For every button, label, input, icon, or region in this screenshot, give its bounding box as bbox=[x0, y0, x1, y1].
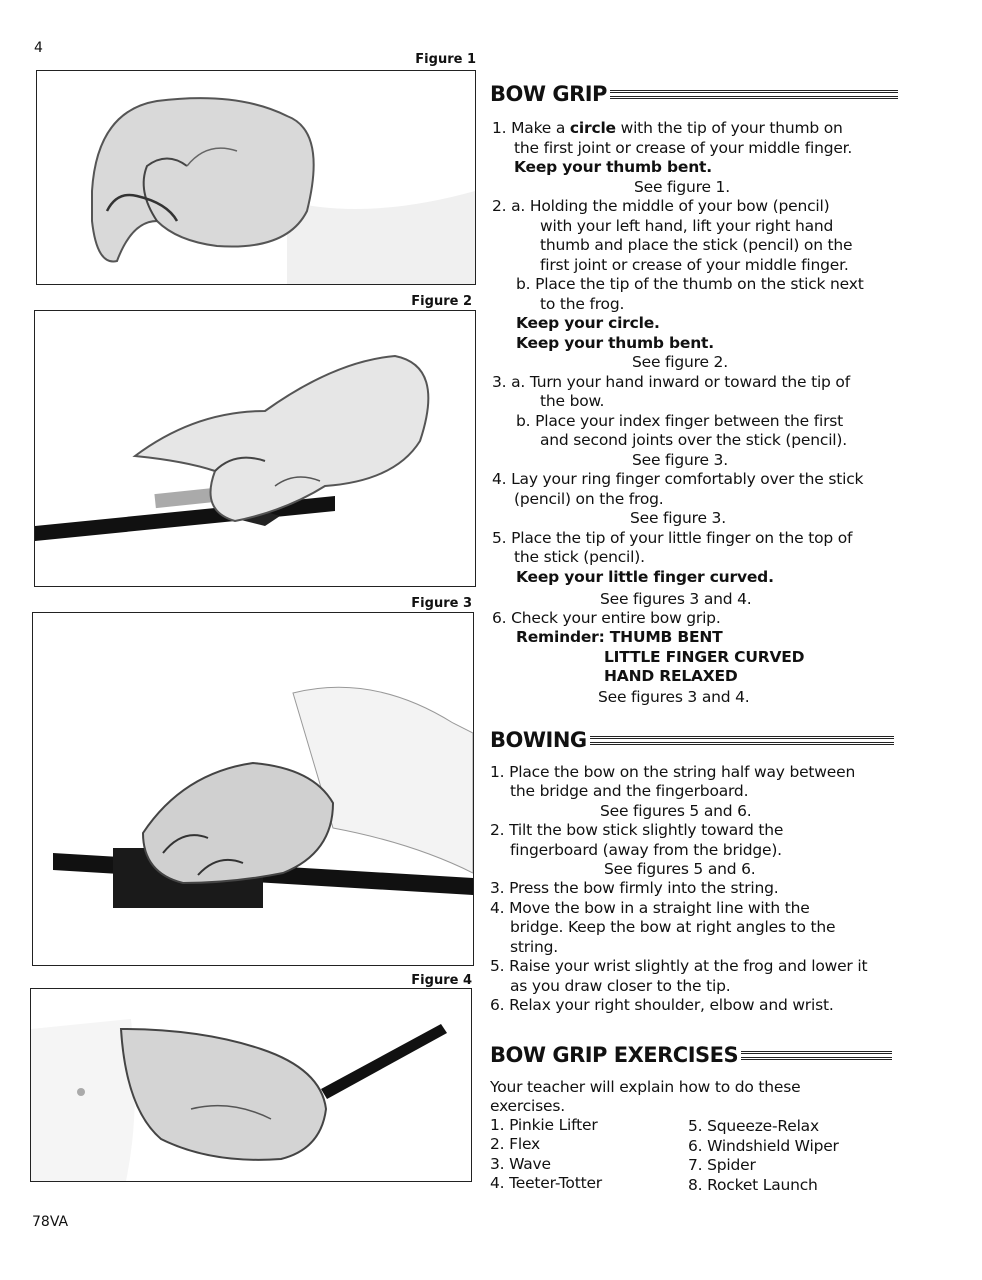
bow-grip-line: 4. Lay your ring finger comfortably over the stick bbox=[492, 470, 864, 488]
figure-2-photo bbox=[34, 310, 476, 587]
bowing-line: 2. Tilt the bow stick slightly toward the bbox=[490, 821, 784, 839]
bow-grip-reminder: Reminder: THUMB BENT bbox=[516, 628, 723, 646]
bow-grip-line: 1. Make a circle with the tip of your thumb on bbox=[492, 119, 843, 137]
bow-grip-line: b. Place the tip of the thumb on the stick next bbox=[516, 275, 864, 293]
heading-rule bbox=[610, 90, 898, 99]
figure-3-photo bbox=[32, 612, 474, 966]
bow-grip-line: the bow. bbox=[540, 392, 605, 410]
bowing-line: 4. Move the bow in a straight line with the bbox=[490, 899, 810, 917]
figure-reference: See figure 3. bbox=[632, 451, 728, 469]
exercises-intro: exercises. bbox=[490, 1097, 565, 1115]
heading-rule bbox=[741, 1051, 892, 1060]
bow-grip-reminder: Keep your circle. bbox=[516, 314, 660, 332]
exercise-item: 2. Flex bbox=[490, 1135, 540, 1153]
bow-grip-reminder: LITTLE FINGER CURVED bbox=[604, 648, 805, 666]
bow-grip-line: (pencil) on the frog. bbox=[514, 490, 664, 508]
bow-grip-title: BOW GRIP bbox=[490, 82, 607, 106]
bowing-title: BOWING bbox=[490, 728, 587, 752]
exercise-item: 1. Pinkie Lifter bbox=[490, 1116, 598, 1134]
figure-reference: See figure 1. bbox=[634, 178, 730, 196]
bow-grip-line: 6. Check your entire bow grip. bbox=[492, 609, 721, 627]
figure-4-label: Figure 4 bbox=[411, 973, 472, 988]
figure-reference: See figure 3. bbox=[630, 509, 726, 527]
figure-2-label: Figure 2 bbox=[411, 294, 472, 309]
exercise-item: 4. Teeter-Totter bbox=[490, 1174, 602, 1192]
page-number: 4 bbox=[34, 40, 43, 56]
exercises-heading bbox=[490, 1043, 892, 1067]
bowing-line: 6. Relax your right shoulder, elbow and wrist. bbox=[490, 996, 834, 1014]
bowing-line: the bridge and the fingerboard. bbox=[510, 782, 749, 800]
heading-rule bbox=[590, 736, 894, 745]
bowing-line: as you draw closer to the tip. bbox=[510, 977, 731, 995]
figure-1-photo bbox=[36, 70, 476, 285]
figure-reference: See figures 3 and 4. bbox=[600, 590, 752, 608]
bow-grip-line: thumb and place the stick (pencil) on the bbox=[540, 236, 853, 254]
bow-grip-line: 3. a. Turn your hand inward or toward the tip of bbox=[492, 373, 850, 391]
bow-grip-line: 2. a. Holding the middle of your bow (pencil) bbox=[492, 197, 830, 215]
bowing-heading bbox=[490, 728, 894, 752]
exercise-item: 3. Wave bbox=[490, 1155, 551, 1173]
bowing-line: 5. Raise your wrist slightly at the frog and lower it bbox=[490, 957, 868, 975]
exercise-item: 6. Windshield Wiper bbox=[688, 1137, 839, 1155]
bow-grip-line: first joint or crease of your middle finger. bbox=[540, 256, 849, 274]
bow-grip-heading bbox=[490, 82, 898, 106]
bowing-line: fingerboard (away from the bridge). bbox=[510, 841, 782, 859]
figure-4-photo bbox=[30, 988, 472, 1182]
exercise-item: 8. Rocket Launch bbox=[688, 1176, 818, 1194]
bow-grip-reminder: Keep your little finger curved. bbox=[516, 568, 774, 586]
bow-grip-line: the first joint or crease of your middle finger. bbox=[514, 139, 853, 157]
bowing-line: string. bbox=[510, 938, 559, 956]
bowing-line: bridge. Keep the bow at right angles to the bbox=[510, 918, 836, 936]
figure-1-label: Figure 1 bbox=[415, 52, 476, 67]
figure-reference: See figure 2. bbox=[632, 353, 728, 371]
bow-grip-line: with your left hand, lift your right hand bbox=[540, 217, 834, 235]
footer-code: 78VA bbox=[32, 1214, 69, 1230]
figure-3-label: Figure 3 bbox=[411, 596, 472, 611]
exercise-item: 5. Squeeze-Relax bbox=[688, 1117, 819, 1135]
figure-reference: See figures 3 and 4. bbox=[598, 688, 750, 706]
bow-grip-line: and second joints over the stick (pencil). bbox=[540, 431, 847, 449]
figure-reference: See figures 5 and 6. bbox=[604, 860, 756, 878]
exercise-item: 7. Spider bbox=[688, 1156, 756, 1174]
exercises-intro: Your teacher will explain how to do these bbox=[490, 1078, 801, 1096]
figure-reference: See figures 5 and 6. bbox=[600, 802, 752, 820]
bow-grip-line: 5. Place the tip of your little finger on the top of bbox=[492, 529, 853, 547]
bow-grip-reminder: Keep your thumb bent. bbox=[514, 158, 712, 176]
bowing-line: 3. Press the bow firmly into the string. bbox=[490, 879, 779, 897]
bow-grip-line: to the frog. bbox=[540, 295, 625, 313]
exercises-title: BOW GRIP EXERCISES bbox=[490, 1043, 739, 1067]
bow-grip-line: b. Place your index finger between the first bbox=[516, 412, 844, 430]
bow-grip-reminder: Keep your thumb bent. bbox=[516, 334, 714, 352]
bow-grip-line: the stick (pencil). bbox=[514, 548, 645, 566]
bow-grip-reminder: HAND RELAXED bbox=[604, 667, 738, 685]
bowing-line: 1. Place the bow on the string half way between bbox=[490, 763, 856, 781]
